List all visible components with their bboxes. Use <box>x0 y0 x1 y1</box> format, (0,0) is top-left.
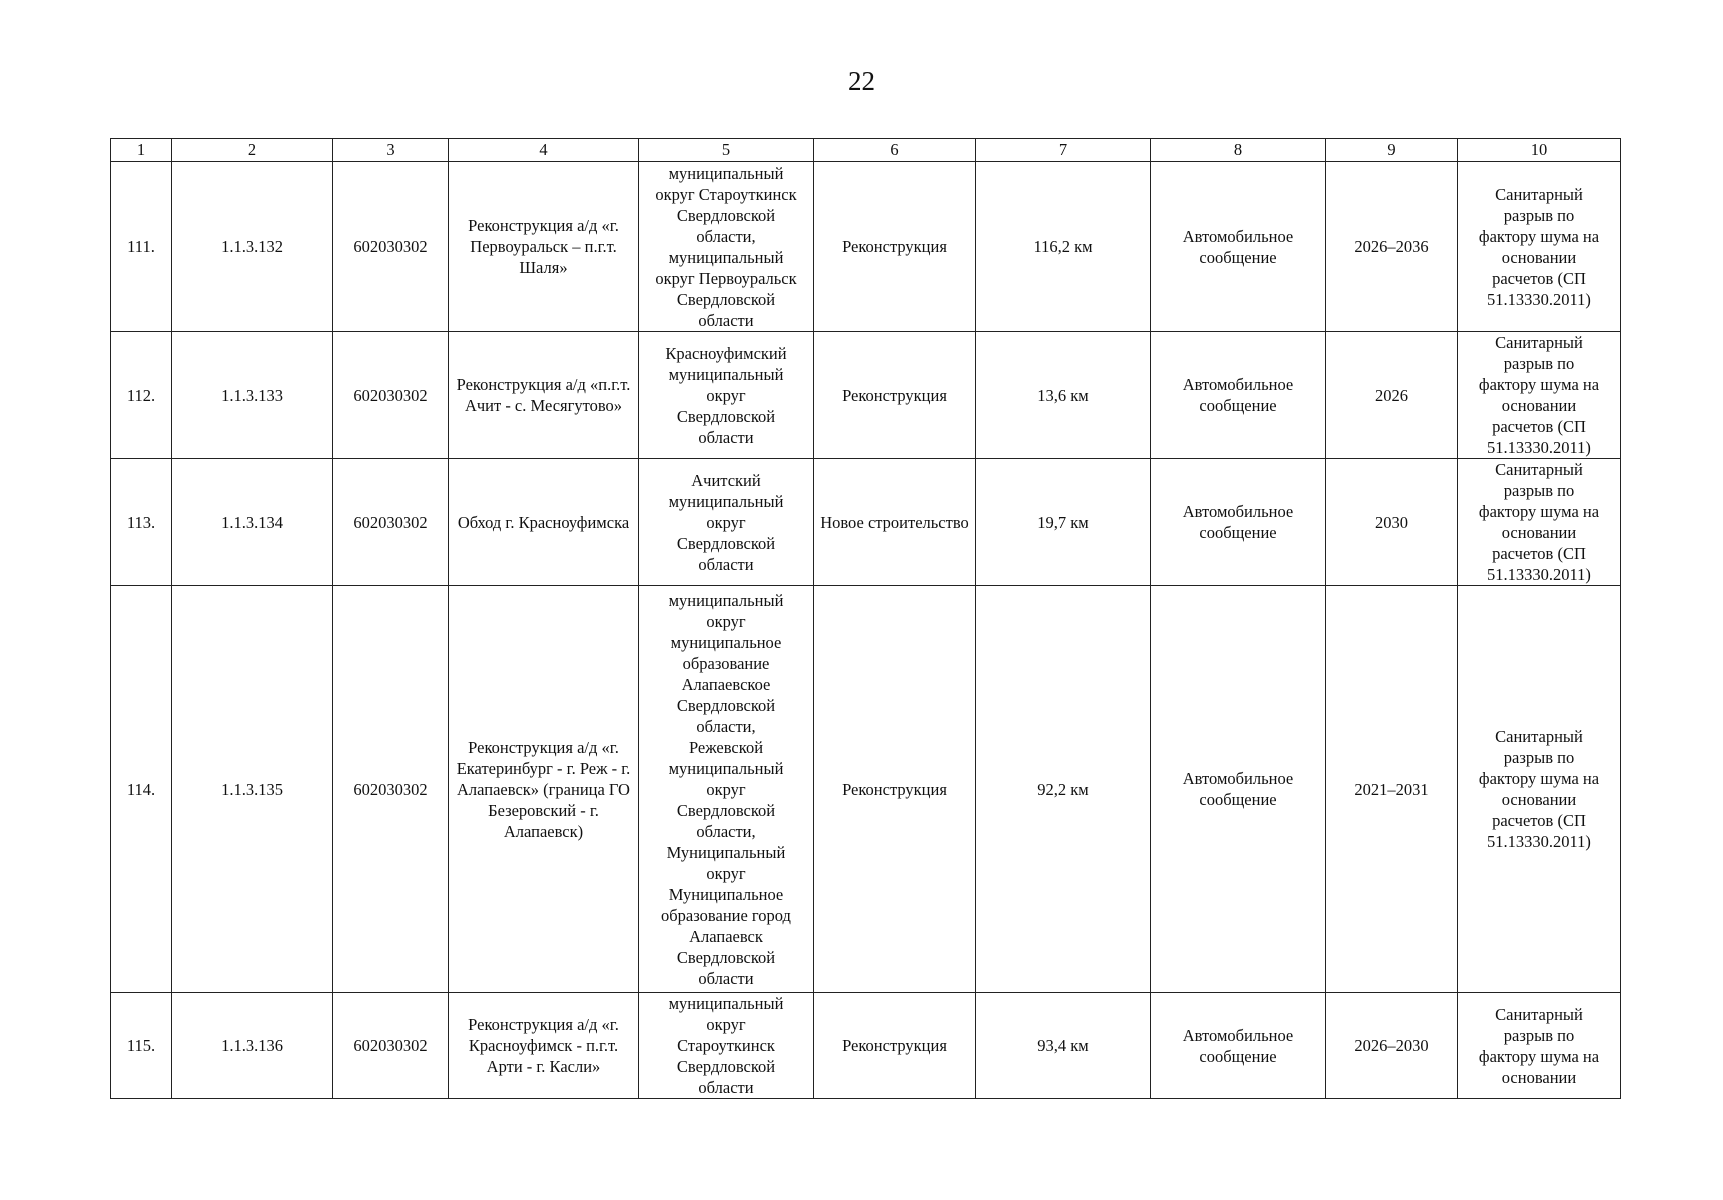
table-row <box>111 332 1621 459</box>
cell-name: Реконструкция а/д «п.г.т. Ачит - с. Месягутово» <box>449 332 639 459</box>
cell-period: 2026–2030 <box>1326 993 1458 1099</box>
table-row <box>111 162 1621 332</box>
cell-code: 1.1.3.133 <box>172 332 333 459</box>
cell-class-code: 602030302 <box>333 332 449 459</box>
cell-name: Реконструкция а/д «г. Красноуфимск - п.г.т. Арти - г. Касли» <box>449 993 639 1099</box>
cell-type: Реконструкция <box>814 586 976 993</box>
cell-type: Новое строительство <box>814 459 976 586</box>
cell-length: 19,7 км <box>976 459 1151 586</box>
column-header: 7 <box>976 139 1151 162</box>
cell-location: Красноуфимский муниципальный округ Свердловской области <box>639 332 814 459</box>
table-row <box>111 586 1621 993</box>
cell-zone: Санитарный разрыв по фактору шума на основании расчетов (СП 51.13330.2011) <box>1458 586 1621 993</box>
cell-period: 2026–2036 <box>1326 162 1458 332</box>
cell-class-code: 602030302 <box>333 586 449 993</box>
cell-code: 1.1.3.132 <box>172 162 333 332</box>
table-row <box>111 993 1621 1099</box>
column-header: 1 <box>111 139 172 162</box>
cell-type: Реконструкция <box>814 332 976 459</box>
cell-purpose: Автомобильное сообщение <box>1151 459 1326 586</box>
column-header: 6 <box>814 139 976 162</box>
cell-zone: Санитарный разрыв по фактору шума на основании <box>1458 993 1621 1099</box>
cell-code: 1.1.3.135 <box>172 586 333 993</box>
cell-number: 112. <box>111 332 172 459</box>
cell-type: Реконструкция <box>814 162 976 332</box>
cell-code: 1.1.3.136 <box>172 993 333 1099</box>
column-header: 9 <box>1326 139 1458 162</box>
cell-class-code: 602030302 <box>333 162 449 332</box>
cell-length: 93,4 км <box>976 993 1151 1099</box>
table-header-row <box>111 139 1621 162</box>
cell-name: Обход г. Красноуфимска <box>449 459 639 586</box>
cell-zone: Санитарный разрыв по фактору шума на основании расчетов (СП 51.13330.2011) <box>1458 162 1621 332</box>
cell-location: муниципальный округ Староуткинск Свердловской области <box>639 993 814 1099</box>
column-header: 4 <box>449 139 639 162</box>
column-header: 10 <box>1458 139 1621 162</box>
cell-location: муниципальный округ муниципальное образование Алапаевское Свердловской области, Режевской муниципальный округ Свердловской области, Муниципальный округ Муниципальное образование город Алапаевск Свердловской области <box>639 586 814 993</box>
cell-code: 1.1.3.134 <box>172 459 333 586</box>
cell-number: 114. <box>111 586 172 993</box>
table-row <box>111 459 1621 586</box>
cell-type: Реконструкция <box>814 993 976 1099</box>
cell-zone: Санитарный разрыв по фактору шума на основании расчетов (СП 51.13330.2011) <box>1458 459 1621 586</box>
cell-zone: Санитарный разрыв по фактору шума на основании расчетов (СП 51.13330.2011) <box>1458 332 1621 459</box>
objects-table <box>110 138 1621 1099</box>
cell-purpose: Автомобильное сообщение <box>1151 993 1326 1099</box>
cell-purpose: Автомобильное сообщение <box>1151 162 1326 332</box>
cell-period: 2030 <box>1326 459 1458 586</box>
cell-location: Ачитский муниципальный округ Свердловской области <box>639 459 814 586</box>
cell-class-code: 602030302 <box>333 993 449 1099</box>
cell-length: 116,2 км <box>976 162 1151 332</box>
cell-location: муниципальный округ Староуткинск Свердловской области, муниципальный округ Первоуральск Свердловской области <box>639 162 814 332</box>
column-header: 8 <box>1151 139 1326 162</box>
cell-length: 92,2 км <box>976 586 1151 993</box>
cell-class-code: 602030302 <box>333 459 449 586</box>
column-header: 3 <box>333 139 449 162</box>
cell-purpose: Автомобильное сообщение <box>1151 586 1326 993</box>
cell-number: 113. <box>111 459 172 586</box>
cell-number: 111. <box>111 162 172 332</box>
cell-period: 2026 <box>1326 332 1458 459</box>
cell-name: Реконструкция а/д «г. Первоуральск – п.г.т. Шаля» <box>449 162 639 332</box>
column-header: 5 <box>639 139 814 162</box>
column-header: 2 <box>172 139 333 162</box>
cell-length: 13,6 км <box>976 332 1151 459</box>
page-number: 22 <box>848 66 875 96</box>
cell-name: Реконструкция а/д «г. Екатеринбург - г. Реж - г. Алапаевск» (граница ГО Безеровский - г. Алапаевск) <box>449 586 639 993</box>
cell-period: 2021–2031 <box>1326 586 1458 993</box>
cell-number: 115. <box>111 993 172 1099</box>
cell-purpose: Автомобильное сообщение <box>1151 332 1326 459</box>
